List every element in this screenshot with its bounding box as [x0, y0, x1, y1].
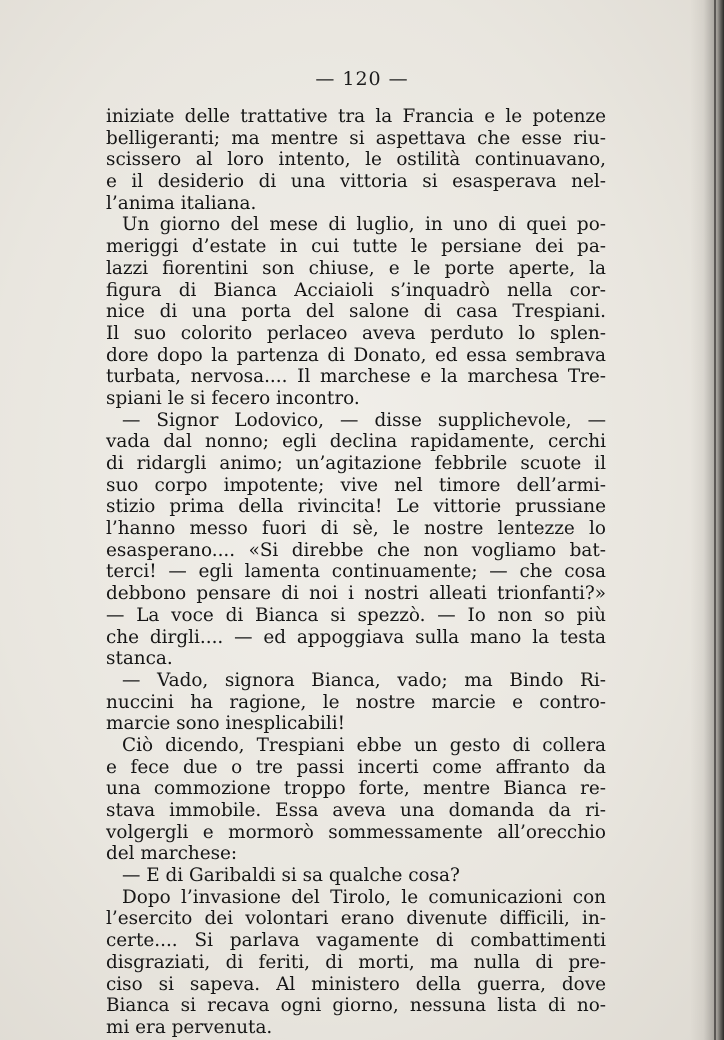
text-line: turbata, nervosa.... Il marchese e la marchesa Tre-	[106, 366, 606, 388]
text-line: belligeranti; ma mentre si aspettava che esse riu-	[106, 127, 606, 149]
text-line: stanca.	[106, 648, 173, 670]
page-number: — 120 —	[315, 68, 409, 90]
text-line: esasperano.... «Si direbbe che non vogliamo bat-	[106, 539, 606, 561]
text-line: e il desiderio di una vittoria si esasperava nel-	[106, 171, 606, 193]
text-line: ciso si sapeva. Al ministero della guerra, dove	[106, 973, 606, 995]
text-line: scissero al loro intento, le ostilità continuavano,	[106, 149, 606, 171]
text-line: iniziate delle trattative tra la Francia e le potenze	[106, 106, 606, 127]
text-line: spiani le si fecero incontro.	[106, 387, 360, 409]
text-line: una commozione troppo forte, mentre Bianca re-	[106, 778, 606, 800]
text-line: l’anima italiana.	[106, 192, 257, 214]
text-line: — Signor Lodovico, — disse supplichevole, —	[122, 409, 606, 431]
text-line: certe.... Si parlava vagamente di combattimenti	[106, 930, 606, 952]
book-spine-edge	[714, 0, 716, 1040]
text-line: di ridargli animo; un’agitazione febbrile scuote il	[106, 453, 606, 474]
text-line: nice di una porta del salone di casa Trespiani.	[106, 301, 606, 323]
text-line: disgraziati, di feriti, di morti, ma nulla di pre-	[106, 951, 606, 973]
text-line: vada dal nonno; egli declina rapidamente, cerchi	[106, 431, 606, 453]
text-line: — La voce di Bianca si spezzò. — Io non so più	[106, 604, 606, 626]
body-text	[106, 106, 606, 1039]
text-line: che dirgli.... — ed appoggiava sulla mano la testa	[106, 626, 606, 648]
text-line: suo corpo impotente; vive nel timore dell’armi-	[106, 474, 606, 496]
text-line: meriggi d’estate in cui tutte le persiane dei pa-	[106, 236, 606, 258]
text-line: stava immobile. Essa aveva una domanda da ri-	[106, 800, 606, 821]
text-line: nuccini ha ragione, le nostre marcie e contro-	[106, 691, 606, 713]
book-spine-shadow	[690, 0, 724, 1040]
text-line: Bianca si recava ogni giorno, nessuna lista di no-	[106, 995, 606, 1017]
text-line: l’hanno messo fuori di sè, le nostre lentezze lo	[106, 518, 606, 540]
text-line: — Vado, signora Bianca, vado; ma Bindo Ri-	[122, 669, 606, 691]
text-line: figura di Bianca Acciaioli s’inquadrò nella cor-	[106, 279, 606, 301]
text-line: marcie sono inesplicabili!	[106, 713, 346, 735]
text-line: stizio prima della rivincita! Le vittorie prussiane	[106, 496, 606, 518]
text-line: l’esercito dei volontari erano divenute difficili, in-	[106, 908, 606, 930]
text-line: lazzi fiorentini son chiuse, e le porte aperte, la	[106, 257, 606, 279]
text-line: Ciò dicendo, Trespiani ebbe un gesto di collera	[122, 734, 606, 756]
text-line: e fece due o tre passi incerti come affranto da	[106, 756, 606, 778]
text-line: volgergli e mormorò sommessamente all’orecchio	[106, 821, 606, 843]
text-line: dore dopo la partenza di Donato, ed essa sembrava	[106, 344, 606, 366]
text-line: debbono pensare di noi i nostri alleati trionfanti?»	[106, 583, 606, 605]
text-line: mi era pervenuta.	[106, 1016, 273, 1038]
text-line: del marchese:	[106, 843, 238, 865]
text-line: Un giorno del mese di luglio, in uno di quei po-	[122, 214, 606, 236]
text-line: terci! — egli lamenta continuamente; — che cosa	[106, 561, 606, 583]
text-line: Dopo l’invasione del Tirolo, le comunicazioni con	[122, 886, 606, 908]
text-line: Il suo colorito perlaceo aveva perduto lo splen-	[106, 322, 606, 344]
text-line: — E di Garibaldi si sa qualche cosa?	[122, 865, 460, 887]
